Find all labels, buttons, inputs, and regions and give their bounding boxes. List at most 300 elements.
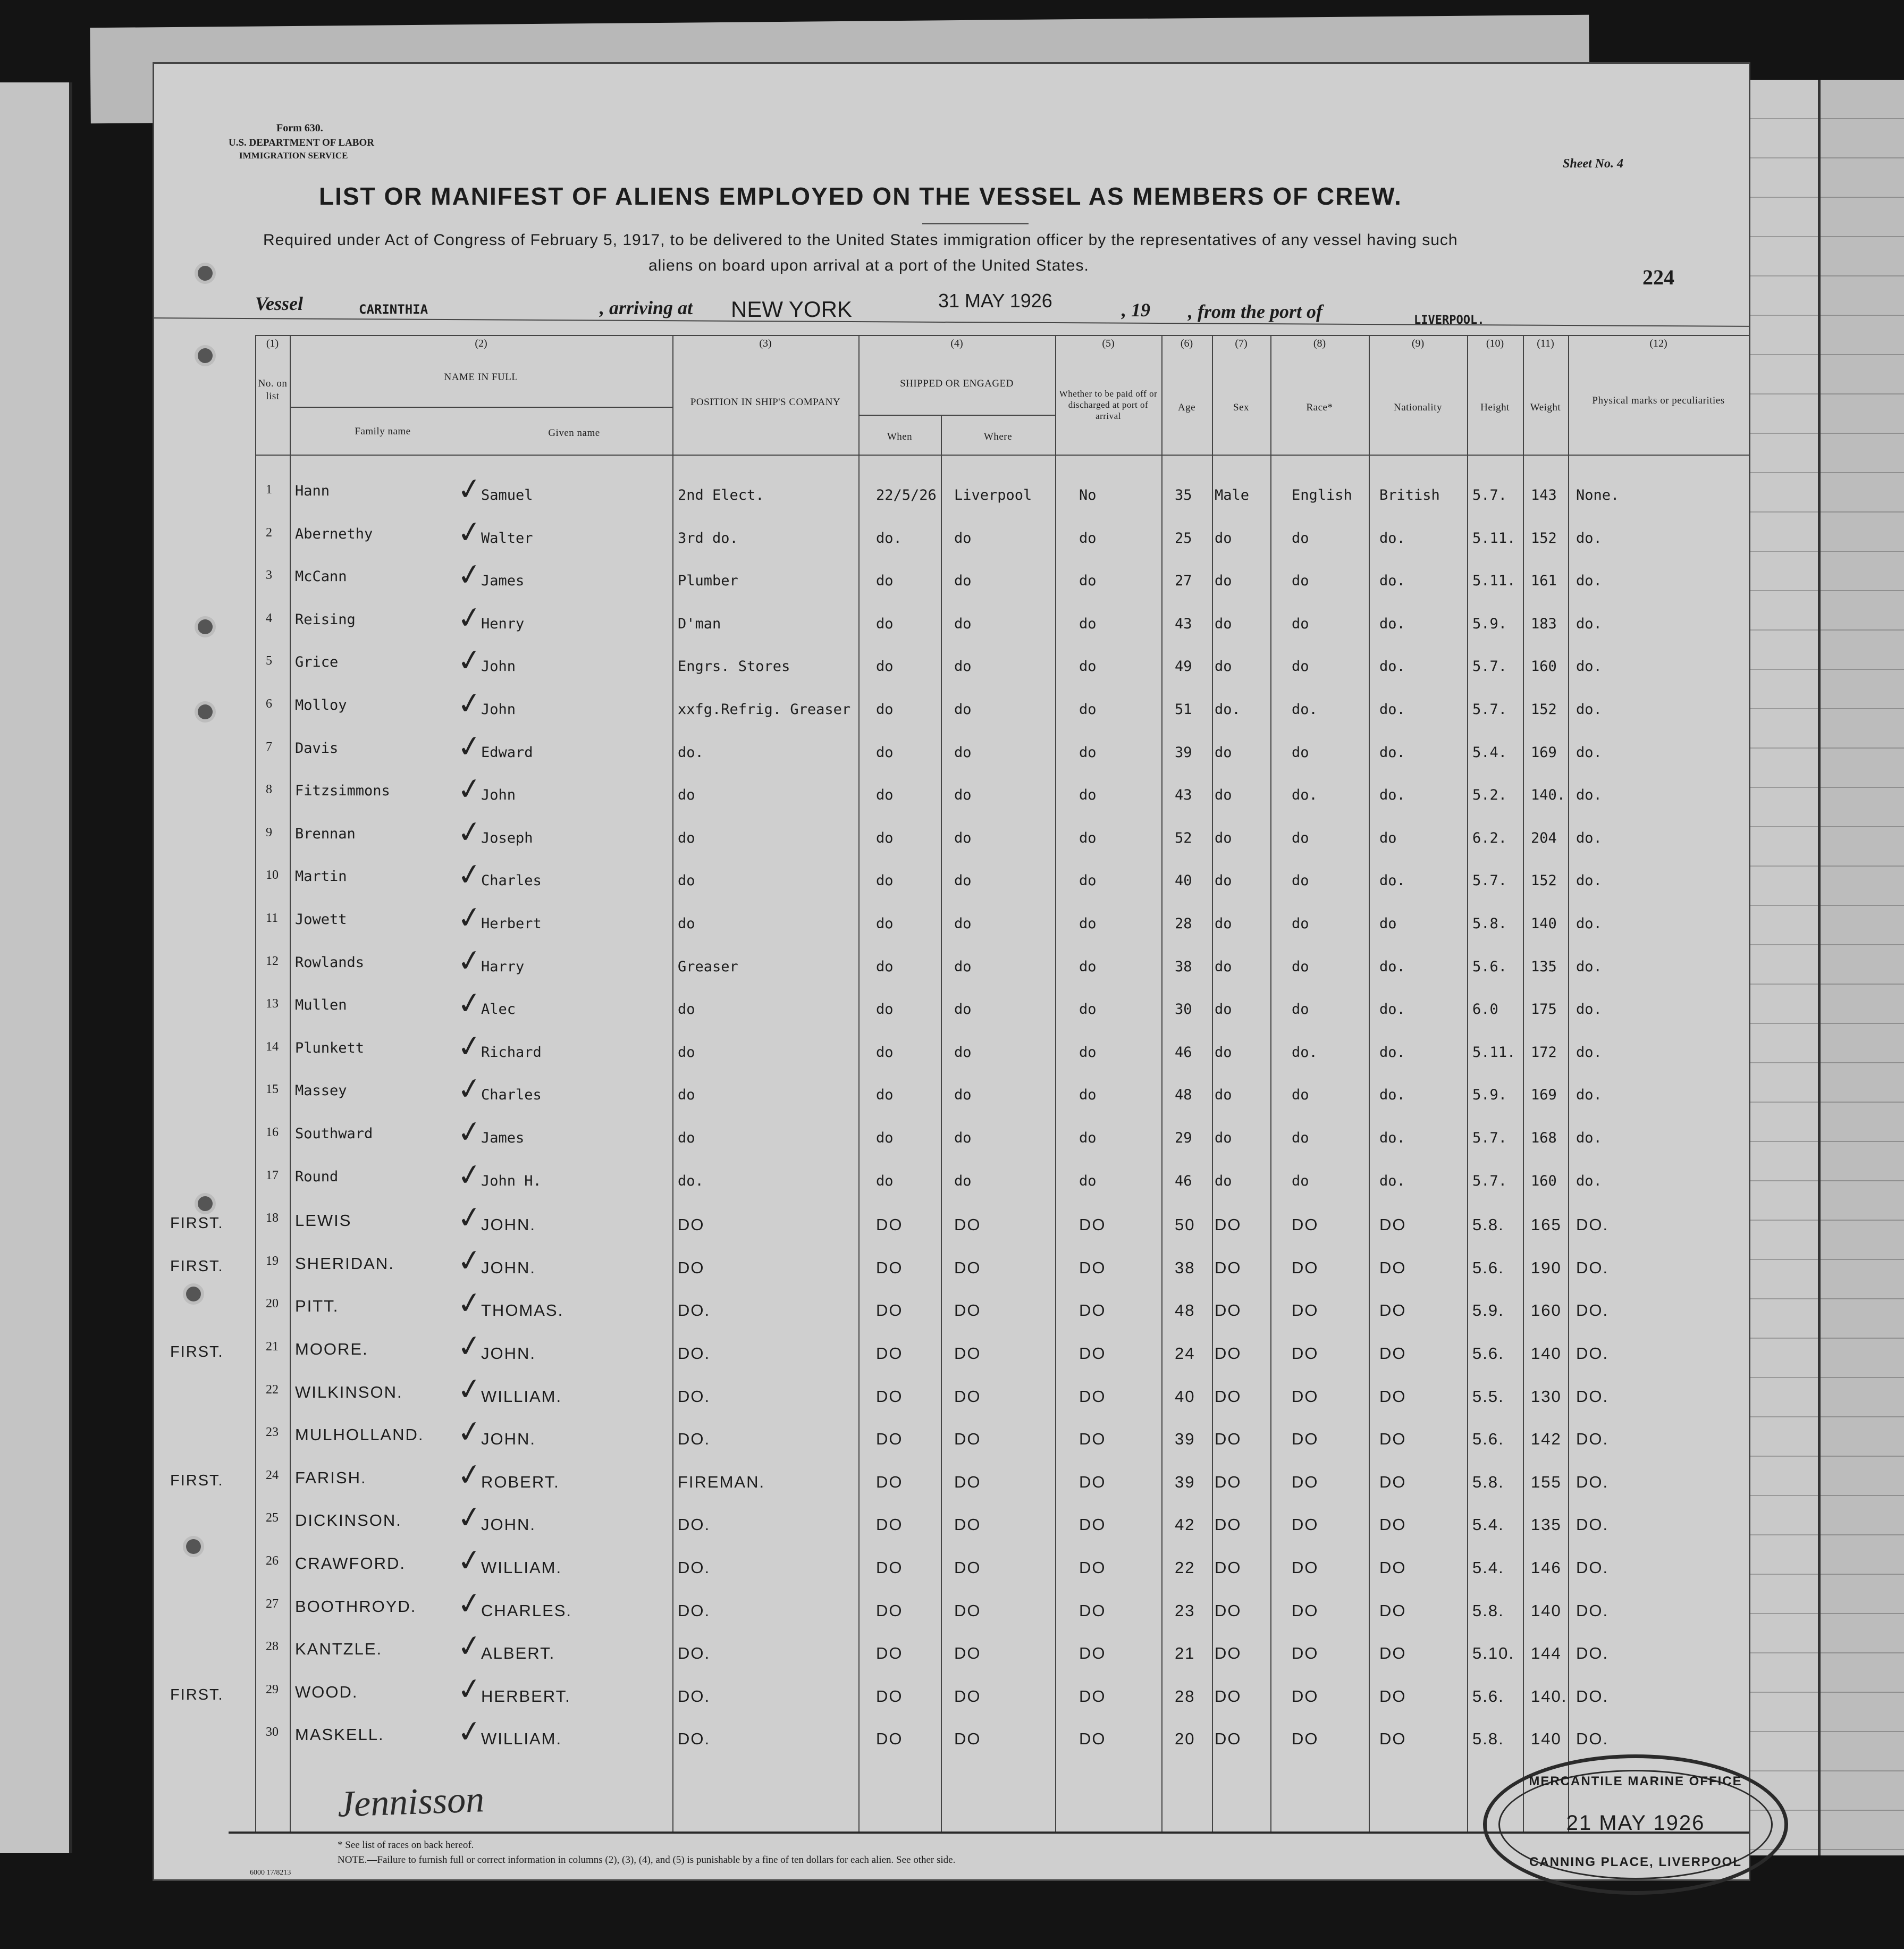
height: 5.6.	[1472, 1344, 1504, 1363]
row-number: 17	[266, 1169, 279, 1182]
physical-marks: do.	[1576, 1087, 1602, 1103]
sex: do	[1215, 1130, 1232, 1146]
shipped-when: do	[876, 1173, 894, 1189]
family-name: LEWIS	[295, 1211, 352, 1230]
family-name: Hann	[295, 483, 330, 499]
position: DO.	[678, 1430, 711, 1448]
given-name: Charles	[481, 872, 542, 889]
given-name: ROBERT.	[481, 1473, 560, 1491]
given-name: ALBERT.	[481, 1644, 555, 1662]
paid-off: do	[1079, 1001, 1097, 1018]
position: 2nd Elect.	[678, 487, 764, 503]
family-name: MULHOLLAND.	[295, 1425, 424, 1444]
sex: do	[1215, 1087, 1232, 1103]
paid-off: do	[1079, 1087, 1097, 1103]
weight: 155	[1531, 1473, 1562, 1491]
manifest-subtitle-line2: aliens on board upon arrival at a port of the United States.	[648, 257, 1089, 274]
shipped-where: DO	[954, 1601, 981, 1620]
shipped-where: do	[954, 744, 972, 761]
given-name: John H.	[481, 1173, 542, 1189]
check-mark-icon: ✓	[454, 599, 485, 637]
row-number: 22	[266, 1383, 279, 1397]
sex: DO	[1215, 1558, 1242, 1577]
given-name: Henry	[481, 616, 525, 632]
stamp-top-text: MERCANTILE MARINE OFFICE	[1529, 1774, 1742, 1788]
position: DO.	[678, 1515, 711, 1534]
shipped-when: do	[876, 872, 894, 889]
vessel-name: CARINTHIA	[359, 302, 428, 317]
race: do	[1292, 658, 1309, 675]
col-given-name-header: Given name	[548, 427, 600, 439]
race: do	[1292, 1087, 1309, 1103]
position: do.	[678, 744, 704, 761]
height: 5.7.	[1472, 1130, 1507, 1146]
physical-marks: DO.	[1576, 1601, 1609, 1620]
race: do	[1292, 1130, 1309, 1146]
row-number: 1	[266, 483, 272, 497]
col-11-number: (11)	[1537, 338, 1554, 349]
position: DO	[678, 1215, 705, 1234]
shipped-when: do	[876, 573, 894, 589]
paid-off: do	[1079, 616, 1097, 632]
race: do	[1292, 530, 1309, 547]
given-name: John	[481, 658, 516, 675]
given-name: JOHN.	[481, 1215, 536, 1234]
age: 49	[1175, 658, 1192, 675]
sex: do	[1215, 530, 1232, 547]
family-name: Molloy	[295, 697, 347, 713]
height: 5.7.	[1472, 701, 1507, 718]
position: FIREMAN.	[678, 1473, 765, 1491]
shipped-where: do	[954, 573, 972, 589]
check-mark-icon: ✓	[454, 1670, 485, 1708]
sex: do	[1215, 959, 1232, 975]
paid-off: do	[1079, 658, 1097, 675]
given-name: Richard	[481, 1044, 542, 1061]
age: 40	[1175, 872, 1192, 889]
physical-marks: do.	[1576, 530, 1602, 547]
given-name: WILLIAM.	[481, 1729, 562, 1748]
punch-hole	[186, 1539, 201, 1554]
physical-marks: do.	[1576, 1130, 1602, 1146]
family-name: Abernethy	[295, 526, 373, 542]
shipped-when: DO	[876, 1430, 903, 1448]
sex: Male	[1215, 487, 1250, 503]
race: do	[1292, 573, 1309, 589]
age: 40	[1175, 1387, 1195, 1406]
physical-marks: do.	[1576, 915, 1602, 932]
physical-marks: DO.	[1576, 1258, 1609, 1277]
race: do	[1292, 1001, 1309, 1018]
col-sex-header: Sex	[1233, 402, 1249, 413]
nationality: DO	[1379, 1473, 1406, 1491]
shipped-where: do	[954, 1087, 972, 1103]
check-mark-icon: ✓	[454, 1113, 485, 1151]
weight: 140	[1531, 915, 1557, 932]
family-name: DICKINSON.	[295, 1511, 402, 1530]
height: 5.11.	[1472, 530, 1516, 547]
age: 29	[1175, 1130, 1192, 1146]
row-number: 24	[266, 1468, 279, 1482]
sex: DO	[1215, 1301, 1242, 1320]
nationality: do.	[1379, 701, 1405, 718]
penalty-note: NOTE.—Failure to furnish full or correct information in columns (2), (3), (4), and (5) is punishable by a fine of ten dollars for each alien. See other side.	[338, 1854, 956, 1866]
race: English	[1292, 487, 1352, 503]
height: 5.9.	[1472, 1087, 1507, 1103]
paid-off: DO	[1079, 1644, 1106, 1662]
shipped-where: do	[954, 1173, 972, 1189]
stamp-bottom-text: CANNING PLACE, LIVERPOOL	[1529, 1855, 1742, 1869]
family-name: Fitzsimmons	[295, 783, 390, 799]
family-name: Davis	[295, 740, 339, 757]
manifest-page	[154, 64, 1749, 1879]
sex: DO	[1215, 1601, 1242, 1620]
given-name: Herbert	[481, 915, 542, 932]
position: do	[678, 787, 695, 803]
height: 5.7.	[1472, 1173, 1507, 1189]
paid-off: do	[1079, 872, 1097, 889]
position: do	[678, 1001, 695, 1018]
col-10-number: (10)	[1486, 338, 1504, 349]
position: DO.	[678, 1644, 711, 1662]
row-number: 8	[266, 783, 272, 796]
col-race-header: Race*	[1306, 402, 1333, 413]
adjacent-page-right-edge	[1818, 80, 1904, 1855]
paid-off: do	[1079, 1130, 1097, 1146]
shipped-when: do	[876, 915, 894, 932]
weight: 169	[1531, 1087, 1557, 1103]
sex: DO	[1215, 1644, 1242, 1662]
sex: do	[1215, 1173, 1232, 1189]
age: 39	[1175, 744, 1192, 761]
age: 51	[1175, 701, 1192, 718]
family-name: BOOTHROYD.	[295, 1597, 417, 1616]
given-name: JOHN.	[481, 1344, 536, 1363]
col-7-number: (7)	[1235, 338, 1248, 349]
sex: do	[1215, 744, 1232, 761]
paid-off: DO	[1079, 1301, 1106, 1320]
paid-off: do	[1079, 959, 1097, 975]
check-mark-icon: ✓	[454, 1713, 485, 1751]
paid-off: DO	[1079, 1430, 1106, 1448]
sex: DO	[1215, 1258, 1242, 1277]
family-name: FARISH.	[295, 1468, 367, 1487]
shipped-where: DO	[954, 1729, 981, 1748]
position: D'man	[678, 616, 721, 632]
physical-marks: do.	[1576, 787, 1602, 803]
nationality: do.	[1379, 872, 1405, 889]
physical-marks: DO.	[1576, 1644, 1609, 1662]
physical-marks: DO.	[1576, 1387, 1609, 1406]
check-mark-icon: ✓	[454, 813, 485, 851]
check-mark-icon: ✓	[454, 471, 485, 508]
shipped-where: do	[954, 1044, 972, 1061]
age: 25	[1175, 530, 1192, 547]
family-name: Mullen	[295, 997, 347, 1013]
height: 5.10.	[1472, 1644, 1514, 1662]
nationality: do.	[1379, 616, 1405, 632]
sex: do	[1215, 830, 1232, 846]
shipped-where: DO	[954, 1473, 981, 1491]
paid-off: DO	[1079, 1558, 1106, 1577]
shipped-where: DO	[954, 1387, 981, 1406]
position: Greaser	[678, 959, 738, 975]
given-name: HERBERT.	[481, 1687, 571, 1706]
race: do.	[1292, 787, 1318, 803]
weight: 135	[1531, 1515, 1562, 1534]
adjacent-page-left	[0, 82, 72, 1853]
position: DO.	[678, 1558, 711, 1577]
physical-marks: DO.	[1576, 1687, 1609, 1706]
vessel-rule	[154, 317, 1749, 327]
race: do	[1292, 830, 1309, 846]
sex: do	[1215, 658, 1232, 675]
sex: DO	[1215, 1729, 1242, 1748]
nationality: do	[1379, 830, 1397, 846]
row-number: 18	[266, 1211, 279, 1225]
position: do	[678, 915, 695, 932]
sex: DO	[1215, 1515, 1242, 1534]
race: DO	[1292, 1558, 1319, 1577]
age: 39	[1175, 1473, 1195, 1491]
given-name: WILLIAM.	[481, 1387, 562, 1406]
age: 35	[1175, 487, 1192, 503]
age: 43	[1175, 787, 1192, 803]
height: 5.7.	[1472, 658, 1507, 675]
service-name: IMMIGRATION SERVICE	[239, 150, 348, 161]
shipped-when: do	[876, 701, 894, 718]
physical-marks: DO.	[1576, 1729, 1609, 1748]
given-name: CHARLES.	[481, 1601, 572, 1620]
shipped-where: do	[954, 658, 972, 675]
physical-marks: do.	[1576, 1044, 1602, 1061]
nationality: DO	[1379, 1729, 1406, 1748]
weight: 140	[1531, 1729, 1562, 1748]
nationality: do	[1379, 915, 1397, 932]
shipped-when: 22/5/26	[876, 487, 937, 503]
shipped-where: DO	[954, 1301, 981, 1320]
family-name: McCann	[295, 568, 347, 585]
race: do	[1292, 744, 1309, 761]
physical-marks: do.	[1576, 830, 1602, 846]
race: do.	[1292, 1044, 1318, 1061]
check-mark-icon: ✓	[454, 1242, 485, 1280]
age: 20	[1175, 1729, 1195, 1748]
shipped-when: DO	[876, 1687, 903, 1706]
shipped-where: do	[954, 915, 972, 932]
age: 39	[1175, 1430, 1195, 1448]
position: do	[678, 1130, 695, 1146]
physical-marks: DO.	[1576, 1515, 1609, 1534]
shipped-when: do	[876, 959, 894, 975]
weight: 140	[1531, 1601, 1562, 1620]
family-name: CRAWFORD.	[295, 1554, 406, 1573]
race-footnote: * See list of races on back hereof.	[338, 1839, 474, 1851]
paid-off: DO	[1079, 1601, 1106, 1620]
shipped-where: DO	[954, 1344, 981, 1363]
paid-off: do	[1079, 830, 1097, 846]
family-name: MOORE.	[295, 1340, 368, 1358]
weight: 190	[1531, 1258, 1562, 1277]
from-port-label: , from the port of	[1188, 301, 1323, 322]
race: do.	[1292, 701, 1318, 718]
physical-marks: do.	[1576, 573, 1602, 589]
height: 5.8.	[1472, 915, 1507, 932]
shipped-when: do	[876, 1130, 894, 1146]
paid-off: do	[1079, 1173, 1097, 1189]
nationality: do.	[1379, 787, 1405, 803]
row-number: 23	[266, 1425, 279, 1439]
shipped-where: do	[954, 959, 972, 975]
weight: 130	[1531, 1387, 1562, 1406]
shipped-when: DO	[876, 1644, 903, 1662]
nationality: DO	[1379, 1301, 1406, 1320]
row-number: 5	[266, 654, 272, 668]
physical-marks: DO.	[1576, 1430, 1609, 1448]
family-name: WILKINSON.	[295, 1383, 403, 1401]
weight: 183	[1531, 616, 1557, 632]
check-mark-icon: ✓	[454, 1542, 485, 1580]
age: 27	[1175, 573, 1192, 589]
physical-marks: do.	[1576, 616, 1602, 632]
sex: DO	[1215, 1344, 1242, 1363]
arrival-port: NEW YORK	[731, 297, 852, 322]
first-trip-note: FIRST.	[170, 1215, 224, 1232]
row-number: 12	[266, 954, 279, 968]
shipped-where: do	[954, 530, 972, 547]
age: 21	[1175, 1644, 1195, 1662]
punch-hole	[198, 704, 213, 719]
sex: do	[1215, 872, 1232, 889]
paid-off: DO	[1079, 1215, 1106, 1234]
age: 52	[1175, 830, 1192, 846]
family-name: Reising	[295, 611, 356, 628]
shipped-where: do	[954, 872, 972, 889]
shipped-when: DO	[876, 1558, 903, 1577]
nationality: do.	[1379, 530, 1405, 547]
nationality: DO	[1379, 1601, 1406, 1620]
family-name: MASKELL.	[295, 1725, 384, 1744]
sex: do	[1215, 1044, 1232, 1061]
manifest-title: LIST OR MANIFEST OF ALIENS EMPLOYED ON THE VESSEL AS MEMBERS OF CREW.	[319, 182, 1402, 210]
race: do	[1292, 915, 1309, 932]
race: DO	[1292, 1729, 1319, 1748]
col-nationality-header: Nationality	[1394, 402, 1442, 413]
shipped-when: do	[876, 616, 894, 632]
position: DO.	[678, 1301, 711, 1320]
sex: do.	[1215, 701, 1241, 718]
physical-marks: do.	[1576, 744, 1602, 761]
shipped-when: DO	[876, 1258, 903, 1277]
shipped-when: DO	[876, 1601, 903, 1620]
check-mark-icon: ✓	[454, 556, 485, 594]
height: 5.2.	[1472, 787, 1507, 803]
arriving-label: , arriving at	[600, 297, 693, 318]
page-number: 224	[1642, 265, 1674, 289]
height: 5.11.	[1472, 1044, 1516, 1061]
physical-marks: DO.	[1576, 1473, 1609, 1491]
punch-hole	[198, 266, 213, 281]
given-name: Samuel	[481, 487, 533, 503]
physical-marks: DO.	[1576, 1215, 1609, 1234]
sex: do	[1215, 915, 1232, 932]
weight: 142	[1531, 1430, 1562, 1448]
first-trip-note: FIRST.	[170, 1258, 224, 1275]
sex: DO	[1215, 1473, 1242, 1491]
race: DO	[1292, 1301, 1319, 1320]
col-where-header: Where	[983, 431, 1013, 442]
shipped-when: DO	[876, 1473, 903, 1491]
height: 5.8.	[1472, 1215, 1504, 1234]
col-paid-off-header: Whether to be paid off or discharged at port of arrival	[1059, 389, 1158, 421]
given-name: JOHN.	[481, 1515, 536, 1534]
check-mark-icon: ✓	[454, 685, 485, 723]
given-name: Alec	[481, 1001, 516, 1018]
physical-marks: do.	[1576, 701, 1602, 718]
race: DO	[1292, 1473, 1319, 1491]
nationality: do.	[1379, 1130, 1405, 1146]
nationality: do.	[1379, 1173, 1405, 1189]
paid-off: No	[1079, 487, 1097, 503]
race: do	[1292, 872, 1309, 889]
check-mark-icon: ✓	[454, 1328, 485, 1365]
col-6-number: (6)	[1180, 338, 1193, 349]
physical-marks: do.	[1576, 872, 1602, 889]
col-4-number: (4)	[950, 338, 963, 349]
shipped-where: do	[954, 1130, 972, 1146]
race: do	[1292, 616, 1309, 632]
check-mark-icon: ✓	[454, 1284, 485, 1322]
nationality: DO	[1379, 1430, 1406, 1448]
race: DO	[1292, 1387, 1319, 1406]
family-name: Jowett	[295, 911, 347, 928]
weight: 161	[1531, 573, 1557, 589]
shipped-where: DO	[954, 1515, 981, 1534]
department-name: U.S. DEPARTMENT OF LABOR	[229, 137, 374, 148]
weight: 168	[1531, 1130, 1557, 1146]
nationality: DO	[1379, 1215, 1406, 1234]
sex: DO	[1215, 1215, 1242, 1234]
sex: do	[1215, 573, 1232, 589]
age: 28	[1175, 915, 1192, 932]
age: 50	[1175, 1215, 1195, 1234]
sex: do	[1215, 616, 1232, 632]
paid-off: DO	[1079, 1515, 1106, 1534]
paid-off: do	[1079, 915, 1097, 932]
nationality: DO	[1379, 1687, 1406, 1706]
shipped-where: do	[954, 787, 972, 803]
shipped-when: do	[876, 744, 894, 761]
given-name: JOHN.	[481, 1430, 536, 1448]
weight: 135	[1531, 959, 1557, 975]
height: 5.5.	[1472, 1387, 1504, 1406]
given-name: Edward	[481, 744, 533, 761]
col-family-name-header: Family name	[355, 426, 411, 437]
departure-port: LIVERPOOL.	[1414, 314, 1485, 327]
paid-off: do	[1079, 573, 1097, 589]
age: 48	[1175, 1301, 1195, 1320]
row-number: 3	[266, 568, 272, 582]
col-2-number: (2)	[475, 338, 487, 349]
nationality: DO	[1379, 1515, 1406, 1534]
height: 5.8.	[1472, 1601, 1504, 1620]
shipped-when: do	[876, 830, 894, 846]
family-name: Southward	[295, 1125, 373, 1142]
physical-marks: None.	[1576, 487, 1620, 503]
year-label: , 19	[1122, 299, 1150, 321]
age: 24	[1175, 1344, 1195, 1363]
shipped-where: DO	[954, 1258, 981, 1277]
